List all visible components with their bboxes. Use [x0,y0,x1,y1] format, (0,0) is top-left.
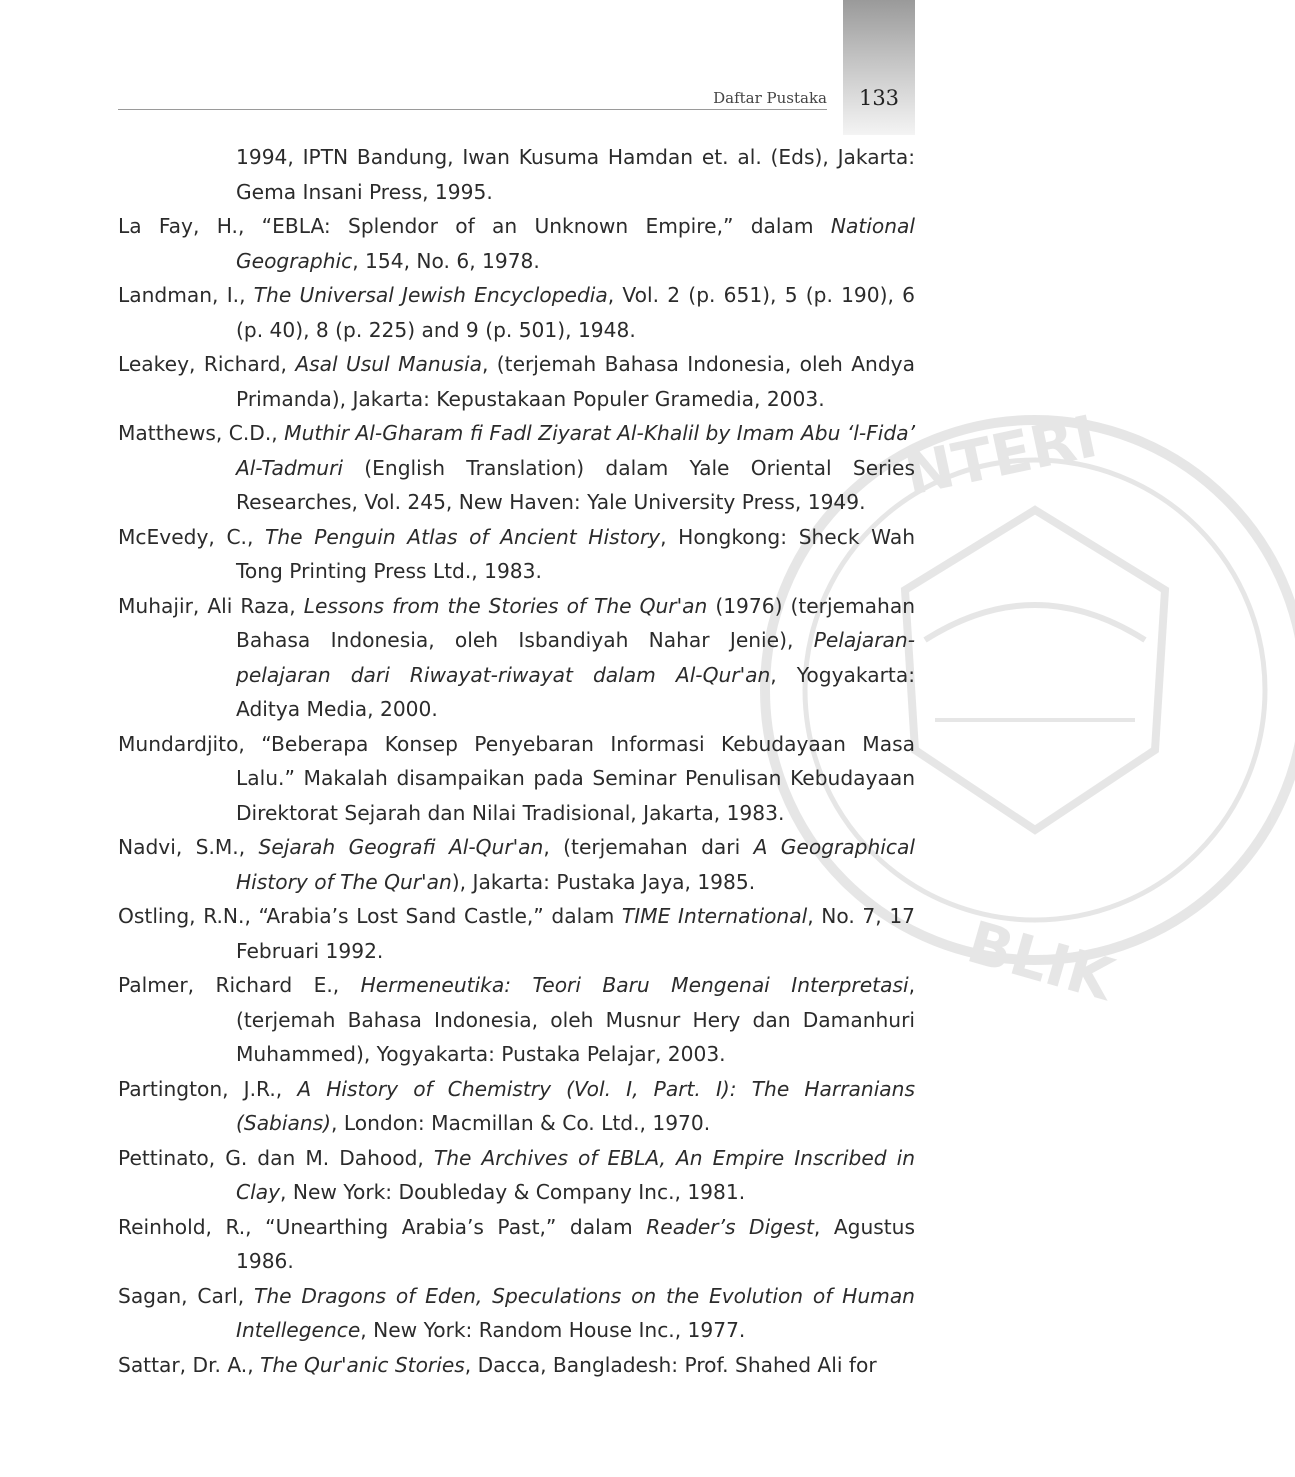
entry-text: Matthews, C.D., [118,421,285,445]
entry-text: Palmer, Richard E., [118,973,361,997]
bibliography-entry [118,1141,915,1210]
entry-title-italic: A Geographical History of The Qur'an [236,835,915,894]
bibliography-entry [118,347,915,416]
bibliography-entry [118,520,915,589]
entry-text: , 154, No. 6, 1978. [352,248,540,273]
entry-text: , London: Macmillan & Co. Ltd., 1970. [331,1111,711,1135]
entry-title-italic: Hermeneutika: Teori Baru Mengenai Interpretasi [360,973,909,997]
entry-text: Partington, J.R., [118,1076,298,1101]
bibliography-entry [118,1072,915,1141]
entry-text: Reinhold, R., “Unearthing Arabia’s Past,” dalam [118,1214,647,1239]
entry-title-italic: The Archives of EBLA, An Empire Inscribed in Clay [236,1145,915,1204]
entry-title-italic: The Penguin Atlas of Ancient History [265,524,661,549]
svg-text:NTERI: NTERI [898,402,1103,509]
entry-title-italic: Pelajaran-pelajaran dari Riwayat-riwayat dalam Al-Qur'an [236,628,915,687]
bibliography-entry [118,589,915,727]
bibliography-entry [118,1279,915,1348]
entry-text: , (terjemah Bahasa Indonesia, oleh Andya Primanda), Jakarta: Kepustakaan Populer Gramedia, 2003. [236,352,915,411]
page-number: 133 [858,86,900,110]
bibliography-entry [118,209,915,278]
entry-text: , Yogyakarta: Aditya Media, 2000. [236,662,915,721]
entry-title-italic: Sejarah Geografi Al-Qur'an [258,835,544,859]
entry-text: , (terjemahan dari [543,835,754,859]
entry-text: Mundardjito, “Beberapa Konsep Penyebaran Informasi Kebudayaan Masa Lalu.” Makalah disampaikan pada Seminar Penulisan Kebudayaan Direktorat Sejarah dan Nilai Tradisional, Jakarta, 1983. [118,731,915,825]
entry-text: Leakey, Richard, [118,352,296,376]
entry-title-italic: Reader’s Digest [646,1214,814,1239]
bibliography-entry [118,140,915,209]
entry-title-italic: Muthir Al-Gharam fi Fadl Ziyarat Al-Khalil by Imam Abu ‘l-Fida’ Al-Tadmuri [236,421,915,480]
bibliography-entry [118,1210,915,1279]
entry-text: (English Translation) dalam Yale Oriental Series Researches, Vol. 245, New Haven: Yale University Press, 1949. [236,455,915,514]
entry-text: McEvedy, C., [118,524,266,549]
entry-text: Sattar, Dr. A., [118,1352,261,1377]
entry-text: , New York: Doubleday & Company Inc., 1981. [280,1180,746,1204]
entry-text: Nadvi, S.M., [118,835,259,859]
entry-text: ), Jakarta: Pustaka Jaya, 1985. [451,869,756,894]
bibliography-entry [118,899,915,968]
entry-text: , Agustus 1986. [236,1214,915,1273]
entry-text: Landman, I., [118,283,254,307]
bibliography-entry [118,968,915,1072]
entry-text: , (terjemah Bahasa Indonesia, oleh Musnur Hery dan Damanhuri Muhammed), Yogyakarta: Pustaka Pelajar, 2003. [236,973,915,1066]
entry-text: Muhajir, Ali Raza, [118,593,304,618]
entry-title-italic: A History of Chemistry (Vol. I, Part. I): The Harranians (Sabians) [236,1076,915,1135]
entry-title-italic: The Dragons of Eden, Speculations on the Evolution of Human Intellegence [236,1283,915,1342]
bibliography-list [118,140,915,1382]
bibliography-entry [118,727,915,831]
page-tab [843,0,915,135]
entry-text: , Dacca, Bangladesh: Prof. Shahed Ali for [464,1352,877,1377]
entry-text: Ostling, R.N., “Arabia’s Lost Sand Castle,” dalam [118,904,622,928]
bibliography-entry [118,416,915,520]
entry-title-italic: Lessons from the Stories of The Qur'an [303,593,708,618]
entry-text: Sagan, Carl, [118,1283,254,1308]
bibliography-entry [118,278,915,347]
bibliography-entry [118,1348,915,1383]
entry-text: Pettinato, G. dan M. Dahood, [118,1145,434,1170]
header-rule [118,109,827,110]
entry-text: (1976) (terjemahan Bahasa Indonesia, oleh Isbandiyah Nahar Jenie), [236,593,915,652]
entry-title-italic: The Qur'anic Stories [260,1352,465,1377]
entry-title-italic: Asal Usul Manusia [295,352,482,376]
bibliography-entry [118,830,915,899]
running-title: Daftar Pustaka [713,89,827,107]
entry-text: , No. 7, 17 Februari 1992. [236,904,916,963]
entry-text: , Hongkong: Sheck Wah Tong Printing Press Ltd., 1983. [236,524,915,583]
svg-text:BLIK: BLIK [960,907,1121,1014]
entry-title-italic: National Geographic [236,214,915,273]
entry-text: La Fay, H., “EBLA: Splendor of an Unknown Empire,” dalam [118,214,831,238]
entry-text: , New York: Random House Inc., 1977. [360,1318,746,1342]
entry-text: , Vol. 2 (p. 651), 5 (p. 190), 6 (p. 40), 8 (p. 225) and 9 (p. 501), 1948. [236,283,915,342]
entry-title-italic: The Universal Jewish Encyclopedia [253,283,608,307]
entry-text: 1994, IPTN Bandung, Iwan Kusuma Hamdan et. al. (Eds), Jakarta: Gema Insani Press, 1995. [236,145,915,204]
entry-title-italic: TIME International [621,904,808,928]
